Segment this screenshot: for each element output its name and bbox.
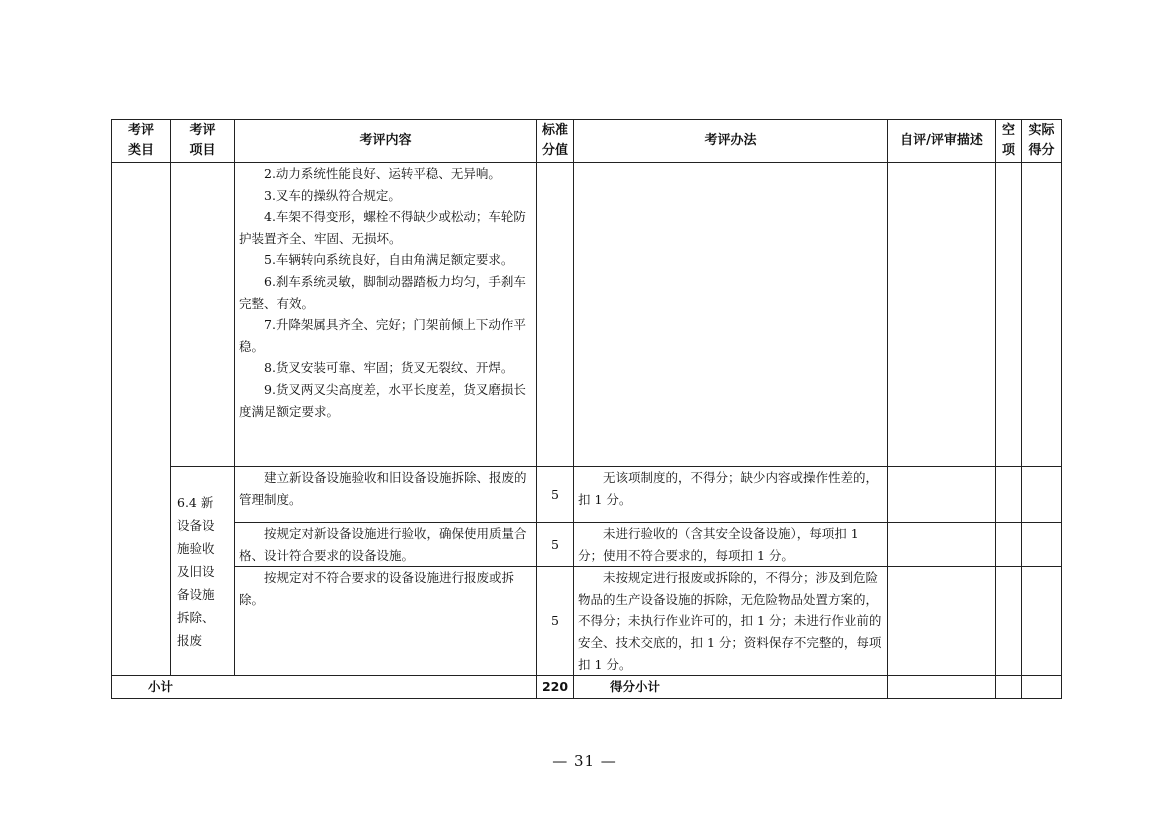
subtotal-row [112, 676, 1062, 699]
content-line: 8.货叉安装可靠、牢固；货叉无裂纹、开焊。 [264, 360, 514, 376]
empty-cell [996, 523, 1022, 567]
score-cell: 5 [537, 523, 574, 567]
content-line: 5.车辆转向系统良好，自由角满足额定要求。 [264, 252, 514, 268]
header-actual: 实际得分 [1022, 120, 1062, 163]
self-review-cell [888, 676, 996, 699]
score-cell: 5 [537, 567, 574, 676]
empty-cell [996, 467, 1022, 523]
page-number: — 31 — [552, 752, 617, 770]
subtotal-score: 220 [537, 676, 574, 699]
subtotal-label: 小计 [112, 676, 537, 699]
self-review-cell [888, 523, 996, 567]
empty-cell [996, 163, 1022, 467]
content-line: 4.车架不得变形，螺栓不得缺少或松动；车轮防护装置齐全、牢固、无损坏。 [239, 209, 526, 246]
header-empty: 空项 [996, 120, 1022, 163]
method-cell: 未按规定进行报废或拆除的，不得分；涉及到危险物品的生产设备设施的拆除，无危险物品处置方案的，不得分；未执行作业许可的，扣 1 分；未进行作业前的安全、技术交底的，扣 1 分；资料保存不完整的，每项扣 1 分。 [574, 567, 888, 676]
self-review-cell [888, 163, 996, 467]
table-row [112, 163, 1062, 467]
header-item: 考评项目 [171, 120, 235, 163]
table-row [112, 567, 1062, 676]
category-cell [112, 163, 171, 676]
content-line: 9.货叉两叉尖高度差，水平长度差，货叉磨损长度满足额定要求。 [239, 381, 526, 419]
table-row [112, 467, 1062, 523]
content-line: 2.动力系统性能良好、运转平稳、无异响。 [264, 166, 501, 181]
header-category: 考评类目 [112, 120, 171, 163]
content-cell: 建立新设备设施验收和旧设备设施拆除、报废的管理制度。 [235, 467, 537, 523]
actual-score-cell [1022, 567, 1062, 676]
method-cell [574, 163, 888, 467]
empty-cell [996, 676, 1022, 699]
subtotal-method-label: 得分小计 [574, 676, 888, 699]
self-review-cell [888, 567, 996, 676]
header-score: 标准分值 [537, 120, 574, 163]
empty-cell [996, 567, 1022, 676]
method-cell: 未进行验收的（含其安全设备设施），每项扣 1 分；使用不符合要求的，每项扣 1 分。 [574, 523, 888, 567]
header-content: 考评内容 [235, 120, 537, 163]
header-self-review: 自评/评审描述 [888, 120, 996, 163]
evaluation-table [111, 119, 1062, 699]
self-review-cell [888, 467, 996, 523]
score-cell [537, 163, 574, 467]
actual-score-cell [1022, 523, 1062, 567]
score-cell: 5 [537, 467, 574, 523]
item-cell-continued [171, 163, 235, 467]
content-cell: 按规定对不符合要求的设备设施进行报废或拆除。 [235, 567, 537, 676]
actual-score-cell [1022, 163, 1062, 467]
content-line: 6.刹车系统灵敏，脚制动器踏板力均匀，手刹车完整、有效。 [239, 273, 526, 311]
header-row [112, 120, 1062, 163]
actual-score-cell [1022, 467, 1062, 523]
actual-score-cell [1022, 676, 1062, 699]
content-cell: 按规定对新设备设施进行验收，确保使用质量合格、设计符合要求的设备设施。 [235, 523, 537, 567]
header-method: 考评办法 [574, 120, 888, 163]
content-line: 7.升降架属具齐全、完好；门架前倾上下动作平稳。 [239, 317, 526, 354]
item-cell-6-4: 6.4 新 设备设 施验收 及旧设 备设施 拆除、 报废 [171, 467, 235, 676]
table-row [112, 523, 1062, 567]
content-cell-continued [235, 163, 537, 467]
content-line: 3.叉车的操纵符合规定。 [264, 187, 401, 203]
method-cell: 无该项制度的，不得分；缺少内容或操作性差的，扣 1 分。 [574, 467, 888, 523]
